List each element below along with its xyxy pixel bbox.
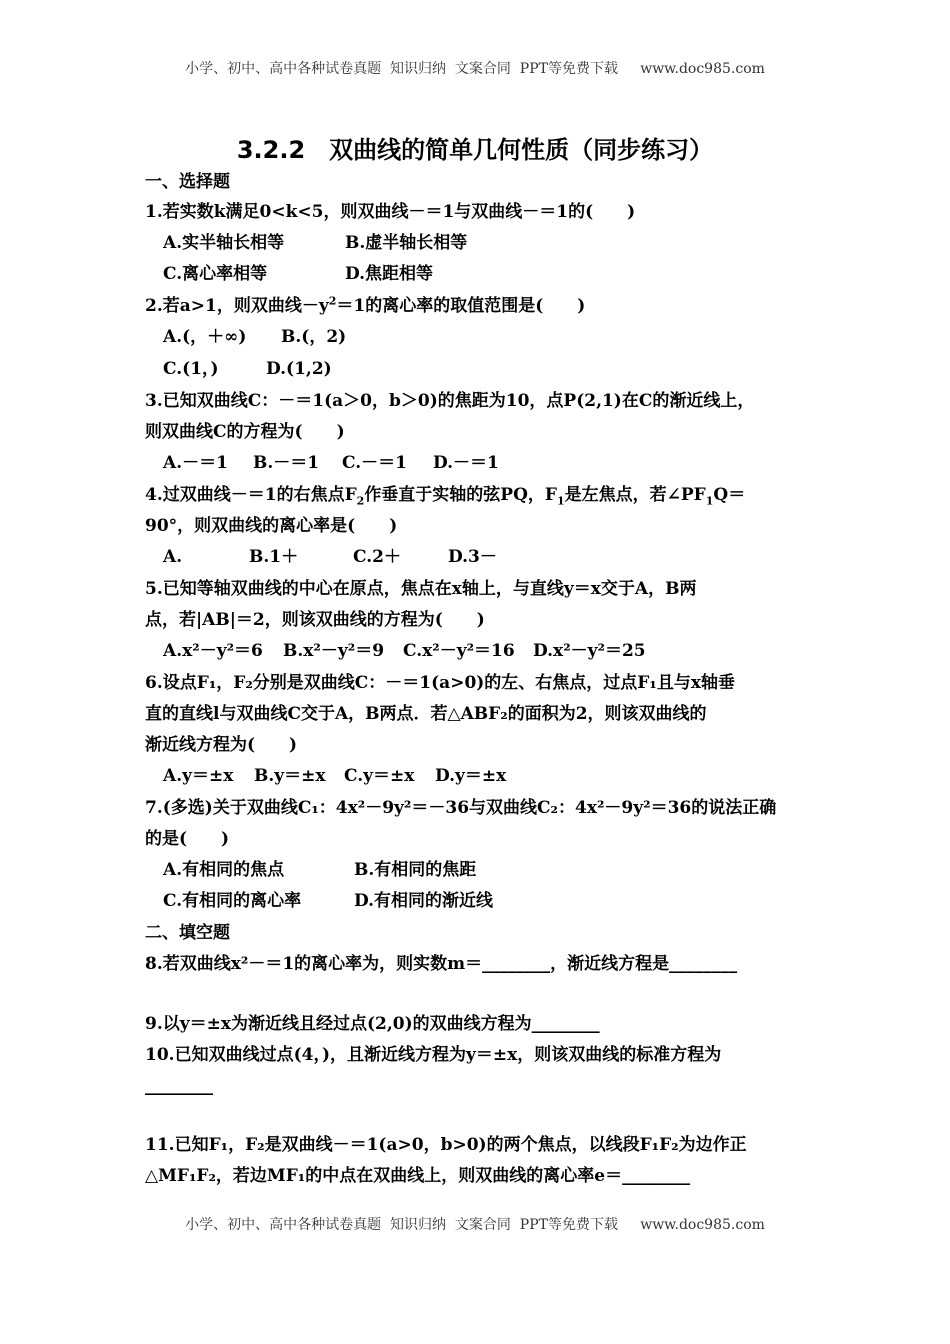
section-heading-choice: 一、选择题 [145,172,230,192]
q2-stem-sup: 2 [328,294,337,308]
q4-sub1: 2 [356,494,365,508]
q7-options-row2 [163,889,493,913]
q3-option-a: A.－＝1 [163,453,228,473]
q7-stem-line1: 7.(多选)关于双曲线C₁：4x²－9y²＝－36与双曲线C₂：4x²－9y²＝36的说法正确 [145,798,777,818]
q2-option-b: B.(，2) [281,327,347,347]
q6-option-d: D.y＝±x [435,766,507,786]
q11-stem-line2: △MF₁F₂，若边MF₁的中点在双曲线上，则双曲线的离心率e＝________ [145,1166,691,1186]
q2-options-row1 [163,325,346,349]
q3-stem-line1: 3.已知双曲线C：－＝1(a＞0，b＞0)的焦距为10，点P(2,1)在C的渐近线上， [145,391,755,411]
q1-options-row2 [163,262,433,286]
q1-stem: 1.若实数k满足0<k<5，则双曲线－＝1与双曲线－＝1的( ) [145,202,636,222]
q7-options-row1 [163,858,476,882]
q6-stem-line2: 直的直线l与双曲线C交于A，B两点．若△ABF₂的面积为2，则该双曲线的 [145,704,707,724]
q1-options-row1 [163,231,467,255]
q3-option-b: B.－＝1 [253,453,320,473]
q3-option-d: D.－＝1 [433,453,499,473]
q3-option-c: C.－＝1 [342,453,407,473]
q4-sub2: 1 [556,494,565,508]
q1-option-a: A.实半轴长相等 [163,233,285,253]
q5-options [163,639,646,663]
q4-option-d: D.3－ [448,547,497,567]
q2-option-c: C.(1，) [163,359,219,379]
q4-option-c: C.2＋ [353,547,401,567]
q7-option-d: D.有相同的渐近线 [354,891,494,911]
q11-stem-line1: 11.已知F₁，F₂是双曲线－＝1(a>0，b>0)的两个焦点，以线段F₁F₂为边作正 [145,1135,747,1155]
q7-option-c: C.有相同的离心率 [163,891,302,911]
q5-stem-line1: 5.已知等轴双曲线的中心在原点，焦点在x轴上，与直线y＝x交于A，B两 [145,579,697,599]
q4-text-d: Q＝ [713,485,746,505]
q6-option-a: A.y＝±x [163,766,234,786]
page-title: 3.2.2 双曲线的简单几何性质（同步练习） [236,136,714,164]
q4-sub3: 1 [705,494,714,508]
q2-stem-pre: 2.若a>1，则双曲线－y [145,296,329,316]
q6-stem-line3: 渐近线方程为( ) [145,735,298,755]
q9-stem: 9.以y＝±x为渐近线且经过点(2,0)的双曲线方程为________ [145,1014,600,1034]
q4-options [163,545,497,569]
q5-stem-line2: 点，若|AB|＝2，则该双曲线的方程为( ) [145,610,485,630]
q4-text-c: 是左焦点，若∠PF [564,485,706,505]
q10-stem-line2: ________ [145,1076,213,1096]
q2-stem-post: ＝1的离心率的取值范围是( ) [336,296,586,316]
q4-stem-line2: 90°，则双曲线的离心率是( ) [145,516,398,536]
q1-option-d: D.焦距相等 [345,264,434,284]
q6-option-b: B.y＝±x [254,766,326,786]
q6-stem-line1: 6.设点F₁，F₂分别是双曲线C：－＝1(a>0)的左、右焦点，过点F₁且与x轴垂 [145,673,735,693]
q4-text-a: 4.过双曲线－＝1的右焦点F [145,485,357,505]
q7-option-a: A.有相同的焦点 [163,860,285,880]
q5-option-b: B.x²－y²＝9 [283,641,385,661]
q2-options-row2 [163,357,332,381]
q6-option-c: C.y＝±x [344,766,415,786]
q8-stem: 8.若双曲线x²－＝1的离心率为，则实数m＝________，渐近线方程是________ [145,954,738,974]
q1-option-c: C.离心率相等 [163,264,268,284]
q7-option-b: B.有相同的焦距 [354,860,477,880]
q4-option-a: A. [163,547,183,567]
q3-options [163,451,499,475]
q5-option-a: A.x²－y²＝6 [163,641,263,661]
q4-text-b: 作垂直于实轴的弦PQ，F [364,485,557,505]
q5-option-d: D.x²－y²＝25 [533,641,646,661]
q10-stem-line1: 10.已知双曲线过点(4，)，且渐近线方程为y＝±x，则该双曲线的标准方程为 [145,1045,722,1065]
q4-stem-line1 [145,483,745,507]
q2-stem [145,294,585,318]
q4-option-b: B.1＋ [249,547,299,567]
page-footer: 小学、初中、高中各种试卷真题 知识归纳 文案合同 PPT等免费下载 www.doc985.com [185,1217,765,1233]
q2-option-a: A.(，＋∞) [163,327,247,347]
q5-option-c: C.x²－y²＝16 [403,641,515,661]
q6-options [163,764,506,788]
q7-stem-line2: 的是( ) [145,829,230,849]
page-header: 小学、初中、高中各种试卷真题 知识归纳 文案合同 PPT等免费下载 www.doc985.com [185,61,765,77]
q2-option-d: D.(1,2) [266,359,332,379]
section-heading-fill: 二、填空题 [145,923,230,943]
q1-option-b: B.虚半轴长相等 [345,233,468,253]
q3-stem-line2: 则双曲线C的方程为( ) [145,422,345,442]
